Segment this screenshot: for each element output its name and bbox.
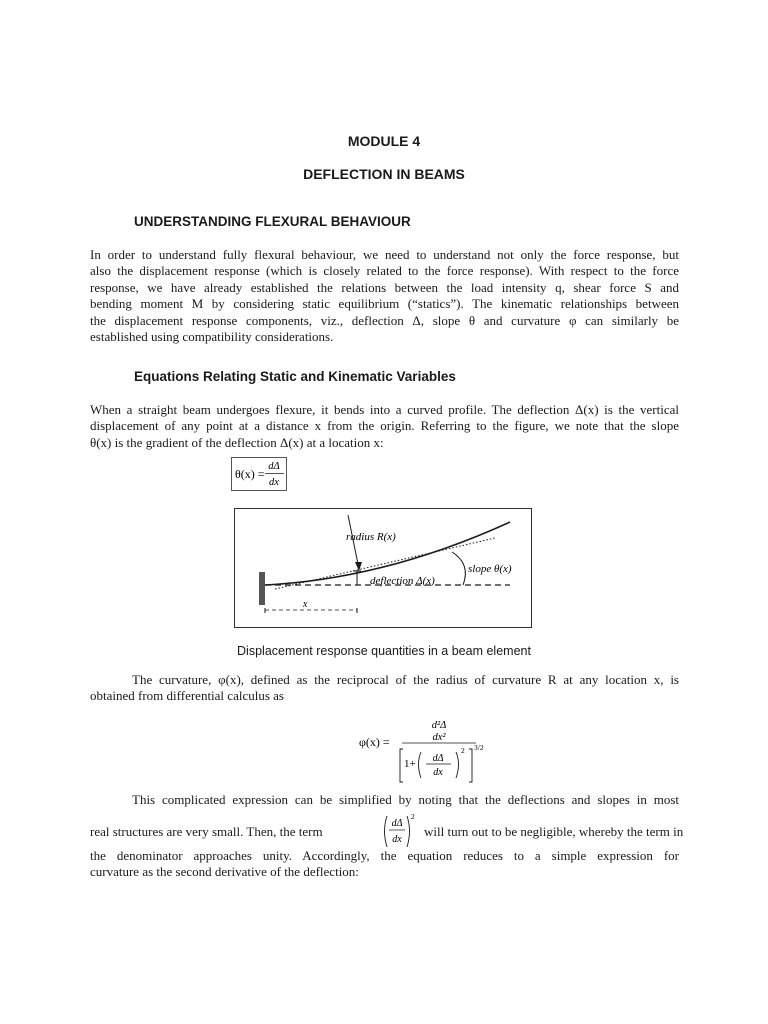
beam-figure: [234, 508, 532, 628]
one-plus: 1+: [404, 758, 416, 770]
slope-equation-denominator: dx: [269, 477, 279, 488]
left-paren: [419, 752, 422, 778]
term-power: 2: [411, 812, 415, 821]
paragraph-deflection: [90, 402, 679, 451]
slope-equation-numerator: dΔ: [268, 461, 280, 472]
left-bracket: [400, 749, 403, 782]
right-paren: [456, 752, 459, 778]
figure-caption: Displacement response quantities in a beam element: [237, 644, 531, 658]
paragraph-line: also the displacement response (which is closely related to the force response). With respect to the force: [90, 263, 679, 279]
chapter-title: DEFLECTION IN BEAMS: [303, 166, 465, 182]
curvature-equation: [350, 718, 500, 786]
radius-label: radius R(x): [346, 531, 396, 543]
radius-arrow-icon: [355, 562, 362, 571]
paragraph-line-after-term: will turn out to be negligible, whereby the term in: [424, 824, 684, 839]
paragraph-line: response, we have already established the relations between the load intensity q, shear force S and: [90, 279, 679, 295]
paragraph-line-before-term: real structures are very small. Then, the term: [90, 824, 323, 839]
term-denominator: dx: [392, 834, 402, 845]
slope-label: slope θ(x): [468, 563, 512, 575]
curvature-numerator-den: dx²: [432, 732, 446, 743]
paragraph-line: This complicated expression can be simplified by noting that the deflections and slopes in most: [132, 792, 679, 807]
curvature-numerator: d²Δ: [431, 720, 447, 731]
outer-power: 3/2: [474, 743, 484, 752]
right-paren: [407, 816, 410, 847]
paragraph-line: When a straight beam undergoes flexure, it bends into a curved profile. The deflection Δ(x) is the vertical: [90, 402, 679, 417]
paragraph-line: displacement of any point at a distance x from the origin. Referring to the figure, we note that the slope: [90, 418, 679, 434]
section-heading-equations: Equations Relating Static and Kinematic Variables: [134, 369, 456, 384]
slope-equation: [232, 458, 286, 490]
paragraph-line: curvature as the second derivative of the deflection:: [90, 864, 359, 880]
deflection-label: deflection Δ(x): [370, 575, 435, 587]
paragraph-line: obtained from differential calculus as: [90, 688, 284, 704]
term-numerator: dΔ: [391, 818, 403, 829]
paragraph-line: the displacement response components, viz., deflection Δ, slope θ and curvature φ can similarly be: [90, 312, 679, 328]
inline-term-svg: [381, 812, 417, 850]
paragraph-line: θ(x) is the gradient of the deflection Δ(x) at a location x:: [90, 434, 384, 450]
paragraph-line: established using compatibility considerations.: [90, 329, 334, 345]
paragraph-line: bending moment M by considering static equilibrium (“statics”). The kinematic relationships between: [90, 296, 679, 312]
inner-numerator: dΔ: [432, 753, 444, 764]
fixed-support: [259, 572, 265, 605]
paragraph-flexural-intro: [90, 247, 679, 345]
section-heading-flexural: UNDERSTANDING FLEXURAL BEHAVIOUR: [134, 214, 411, 229]
slope-arc: [452, 552, 465, 585]
x-label: x: [303, 599, 308, 610]
right-bracket: [469, 749, 472, 782]
inner-power: 2: [461, 746, 465, 755]
beam-diagram: [235, 509, 531, 627]
paragraph-line: In order to understand fully flexural behaviour, we need to understand not only the force response, but: [90, 247, 679, 262]
paragraph-line: the denominator approaches unity. Accordingly, the equation reduces to a simple expression for: [90, 848, 679, 863]
inner-denominator: dx: [433, 767, 443, 778]
curvature-equation-svg: [350, 718, 500, 786]
paragraph-simplification: [90, 792, 679, 808]
slope-equation-box: [231, 457, 287, 491]
curvature-lhs: φ(x) =: [359, 735, 390, 749]
paragraph-line: The curvature, φ(x), defined as the reciprocal of the radius of curvature R at any location x, is: [132, 672, 679, 687]
inline-term: [381, 812, 417, 850]
paragraph-curvature: [90, 672, 679, 705]
paragraph-simplification-cont: [90, 848, 679, 881]
left-paren: [385, 816, 388, 847]
module-title: MODULE 4: [347, 133, 421, 149]
slope-equation-lhs: θ(x) =: [235, 467, 265, 481]
